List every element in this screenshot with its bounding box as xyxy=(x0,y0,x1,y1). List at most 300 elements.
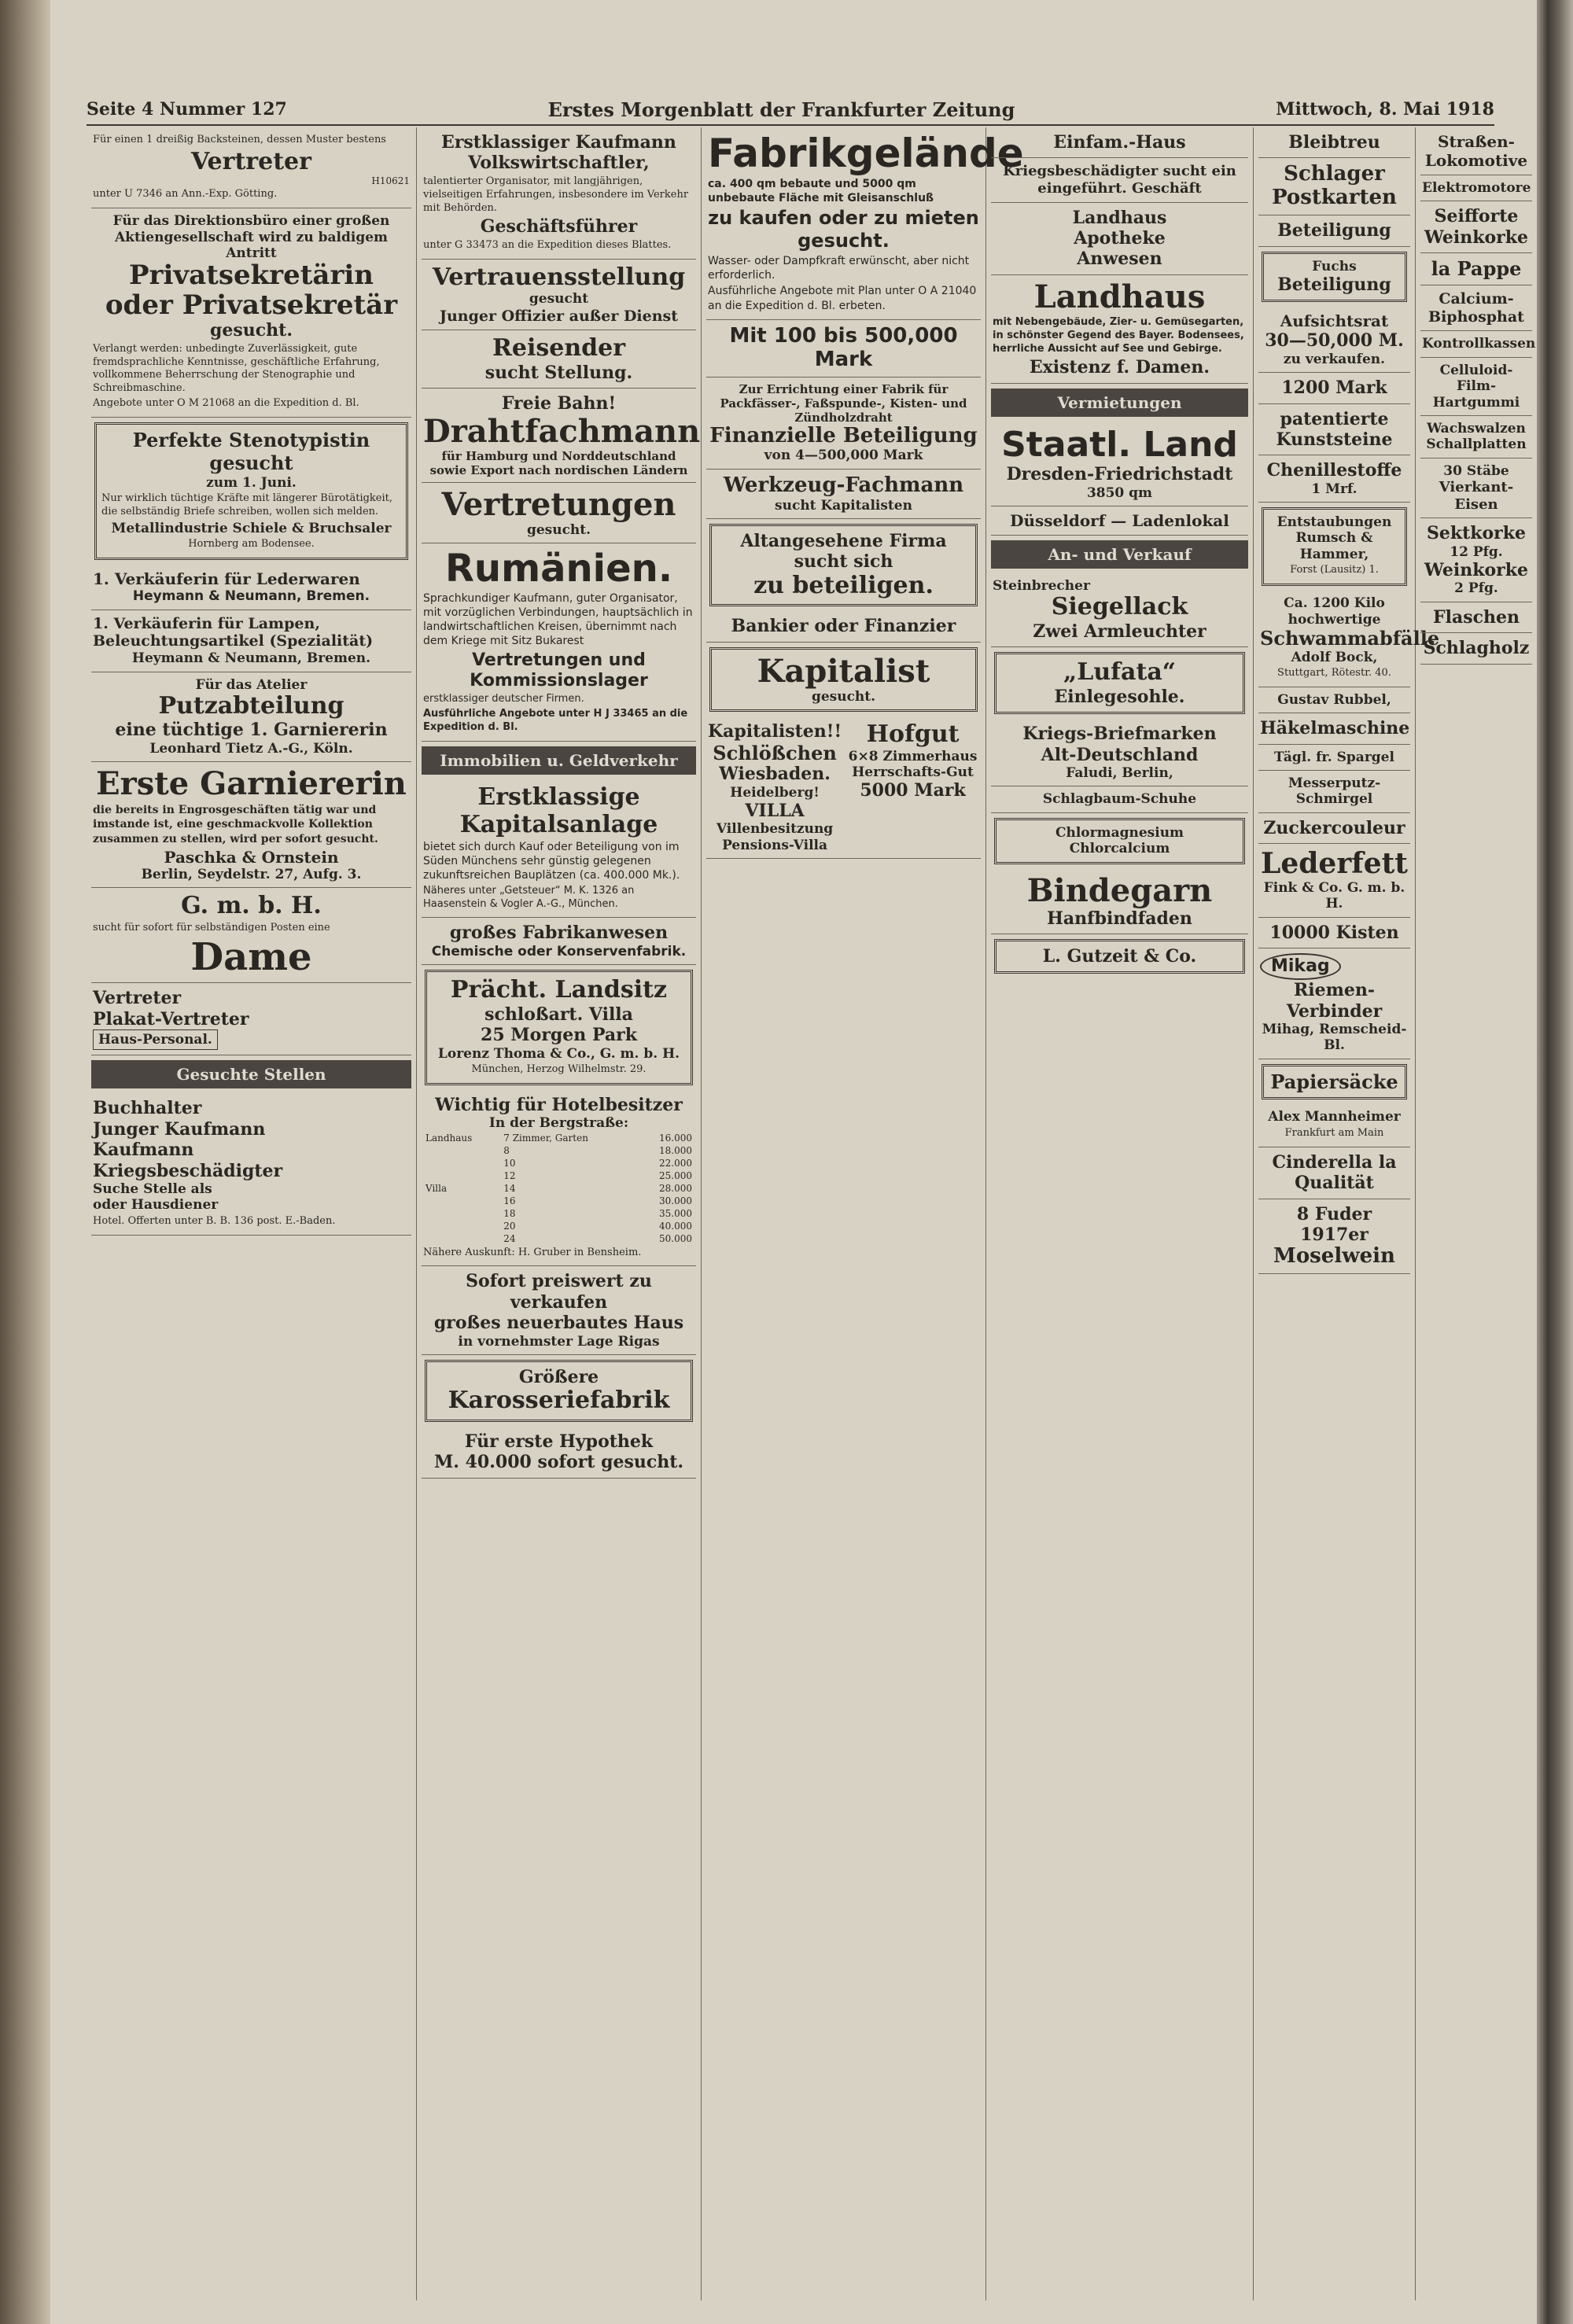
ad-company: Heymann & Neumann, Bremen. xyxy=(132,588,370,605)
property-row xyxy=(423,1182,694,1195)
ad-title: Chlorcalcium xyxy=(1069,841,1170,857)
ad-title: Zuckercouleur xyxy=(1263,817,1405,838)
ad-title: M. 40.000 sofort gesucht. xyxy=(433,1452,684,1473)
ad-fuchs-beteiligung xyxy=(1262,252,1407,303)
ad-place: Hornberg am Bodensee. xyxy=(188,538,315,551)
ad-einfam-haus xyxy=(991,127,1248,158)
ad-title: Kontrollkassen xyxy=(1422,336,1536,352)
ad-title: zu kaufen oder zu mieten gesucht. xyxy=(708,207,979,252)
ad-dame xyxy=(91,888,411,983)
property-price: 35.000 xyxy=(659,1207,692,1219)
ad-subtitle: in vornehmster Lage Rigas xyxy=(458,1333,660,1350)
column-2 xyxy=(417,127,702,2300)
ad-lederfett xyxy=(1258,844,1410,917)
ad-title: Hartgummi xyxy=(1432,394,1520,411)
ad-company: Mihag, Remscheid-Bl. xyxy=(1262,1022,1407,1054)
ad-subtitle: gesucht. xyxy=(210,320,293,341)
ad-title: G. m. b. H. xyxy=(181,892,322,920)
property-rooms: 8 xyxy=(503,1144,510,1156)
ad-title: Postkarten xyxy=(1272,186,1397,210)
property-row xyxy=(423,1220,694,1232)
ad-landhaus xyxy=(991,203,1248,275)
ad-ref: Hotel. Offerten unter B. B. 136 post. E.-Baden. xyxy=(93,1214,336,1227)
ad-vierkant xyxy=(1420,459,1532,519)
ad-vertreter xyxy=(91,127,411,208)
ad-title: Kapitalist xyxy=(757,652,930,690)
section-immobilien: Immobilien u. Geldverkehr xyxy=(422,746,696,775)
ad-place: Stuttgart, Rötestr. 40. xyxy=(1277,666,1391,679)
ad-beteiligung xyxy=(1258,215,1410,246)
ad-kontrollkassen xyxy=(1420,331,1536,357)
ad-title: Reisender xyxy=(492,334,626,363)
ad-title: Seifforte xyxy=(1434,206,1519,227)
ad-company: Heymann & Neumann, Bremen. xyxy=(131,650,371,667)
ad-title: Dame xyxy=(190,934,312,979)
ad-fabrik-packfaesser xyxy=(706,378,981,470)
ad-title: Altangesehene Firma xyxy=(740,531,947,552)
ad-schuhe xyxy=(991,786,1248,812)
property-rooms: 7 Zimmer, Garten xyxy=(503,1132,588,1144)
ad-title: Heidelberg! xyxy=(730,784,820,801)
ad-subtitle: gesucht xyxy=(529,291,589,308)
ad-title: Karosseriefabrik xyxy=(448,1387,670,1415)
ad-title: Bankier oder Finanzier xyxy=(731,616,956,637)
ad-text: Wasser- oder Dampfkraft erwünscht, aber nicht erforderlich. xyxy=(708,254,970,282)
ad-calcium xyxy=(1420,285,1532,332)
ad-text: talentierter Organisator, mit langjährigen, vielseitigen Erfahrungen, insbesondere im Verkehr mit Behörden. xyxy=(423,175,689,214)
ad-hotelbesitzer xyxy=(422,1090,696,1267)
ad-subtitle: gesucht. xyxy=(811,688,876,705)
ad-title: Zwei Armleuchter xyxy=(1033,621,1206,642)
ad-title: Sofort preiswert zu verkaufen xyxy=(466,1271,652,1313)
ad-intro: Für das Atelier xyxy=(195,676,308,693)
ad-title: Kriegs-Briefmarken xyxy=(1022,724,1217,745)
property-label: Landhaus xyxy=(425,1132,473,1144)
ad-title: 1200 Mark xyxy=(1281,378,1387,399)
ad-title: Schlagbaum-Schuhe xyxy=(1042,791,1197,808)
next-page-edge xyxy=(1537,0,1573,2324)
ad-title: Dresden-Friedrichstadt xyxy=(1006,464,1233,485)
ad-company: Metallindustrie Schiele & Bruchsaler xyxy=(111,520,392,536)
ad-place: Frankfurt am Main xyxy=(1284,1126,1384,1139)
property-rooms: 24 xyxy=(503,1232,516,1244)
property-label xyxy=(423,1169,501,1182)
ad-text: sucht für sofort für selbständigen Posten eine xyxy=(93,921,330,934)
ad-chlormagnesium xyxy=(994,818,1245,864)
property-row xyxy=(423,1195,694,1207)
ad-verkaeuferin-lampen xyxy=(91,610,411,672)
ad-title: Aufsichtsrat xyxy=(1280,311,1389,331)
ad-subtitle: zum 1. Juni. xyxy=(206,474,297,491)
ad-subtitle: 12 Pfg. xyxy=(1450,543,1503,560)
ad-title: Kriegsbeschädigter xyxy=(93,1160,283,1181)
ad-title: Entstaubungen xyxy=(1276,514,1392,531)
property-row xyxy=(423,1144,694,1157)
ad-title: Schwammabfälle xyxy=(1260,626,1440,650)
ad-fabrikgelaende xyxy=(706,127,1024,320)
ad-title: Tägl. fr. Spargel xyxy=(1274,749,1394,765)
property-rooms: 12 xyxy=(503,1169,516,1181)
ad-zuckercouleur xyxy=(1258,813,1410,844)
ad-schlager-postkarten xyxy=(1258,158,1410,215)
ad-chenille xyxy=(1258,455,1410,503)
ad-title: Vertretungen und Kommissionslager xyxy=(470,650,648,691)
ad-gustav xyxy=(1258,687,1410,713)
ad-title: Plakat-Vertreter xyxy=(93,1008,249,1029)
ad-title: schloßart. Villa xyxy=(484,1004,633,1025)
ad-fabrikanwesen xyxy=(422,918,696,965)
ad-company: Alex Mannheimer xyxy=(1268,1109,1401,1125)
ad-company: Rumsch & Hammer, xyxy=(1295,530,1373,562)
ad-title: Haus-Personal. xyxy=(93,1029,218,1050)
ad-title: Vertretungen xyxy=(441,485,676,523)
ad-text: erstklassiger deutscher Firmen. xyxy=(423,693,584,705)
ad-subtitle: 2 Pfg. xyxy=(1454,580,1498,597)
ad-title: Landhaus xyxy=(1072,207,1167,228)
ad-title: Weinkorke xyxy=(1424,560,1528,581)
property-label xyxy=(423,1144,501,1157)
ad-place: Forst (Lausitz) 1. xyxy=(1290,564,1379,576)
column-3 xyxy=(702,127,1024,2300)
ad-title: Schallplatten xyxy=(1426,436,1527,453)
ad-company: Gustav Rubbel, xyxy=(1277,691,1391,708)
ad-schwammabfaelle xyxy=(1258,591,1440,687)
ad-title: Volkswirtschaftler, xyxy=(468,153,650,174)
ad-subtitle: sucht Kapitalisten xyxy=(775,497,912,514)
ad-text: mit Nebengebäude, Zier- u. Gemüsegarten, in schönster Gegend des Bayer. Bodensees, herrliche Aussicht auf See und Gebirge. xyxy=(993,315,1244,355)
ad-title: Chenillestoffe xyxy=(1266,460,1402,481)
ad-title: Wachswalzen xyxy=(1427,420,1526,436)
ad-wachswalzen xyxy=(1420,416,1532,459)
ad-altangesehene-firma xyxy=(709,524,978,606)
ad-title: Schlager xyxy=(1284,162,1385,186)
ad-vertretungen xyxy=(422,483,696,543)
ad-ref: Nähere Auskunft: H. Gruber in Bensheim. xyxy=(423,1246,642,1258)
ad-title: 6×8 Zimmerhaus xyxy=(848,748,978,764)
ad-title: Vertreter xyxy=(191,147,311,175)
ad-title: 30—50,000 M. xyxy=(1265,330,1404,352)
ad-subtitle: von 4—500,000 Mark xyxy=(764,447,923,464)
ad-title: VILLA xyxy=(745,800,805,821)
header-right: Mittwoch, 8. Mai 1918 xyxy=(1276,99,1494,120)
ad-privatsekretaerin xyxy=(91,208,411,418)
ad-company: Lorenz Thoma & Co., G. m. b. H. xyxy=(437,1045,680,1062)
ad-title: Hanfbindfaden xyxy=(1047,908,1192,929)
ad-title: Finanzielle Beteiligung xyxy=(709,423,978,447)
ad-title: zu verkaufen. xyxy=(1283,351,1386,367)
ad-title: oder Hausdiener xyxy=(93,1197,219,1214)
ad-stenotypistin xyxy=(94,422,408,560)
ad-staatl-land xyxy=(991,422,1248,506)
ad-place: München, Herzog Wilhelmstr. 29. xyxy=(471,1063,647,1075)
ad-title: Buchhalter xyxy=(93,1098,202,1119)
section-vermietungen: Vermietungen xyxy=(991,389,1248,417)
ad-title: sucht sich xyxy=(794,551,893,573)
ad-title: Villenbesitzung xyxy=(716,821,834,838)
ad-title: Für erste Hypothek xyxy=(464,1431,654,1452)
ad-title: großes Fabrikanwesen xyxy=(449,923,669,944)
ad-mikag xyxy=(1258,948,1410,1059)
ad-title: 5000 Mark xyxy=(860,780,966,801)
ad-title: Alt-Deutschland xyxy=(1041,744,1199,765)
ad-title: Beteiligung xyxy=(1277,274,1391,295)
ad-briefmarken xyxy=(991,719,1248,786)
ad-title: Bleibtreu xyxy=(1288,132,1380,153)
ad-seifforte xyxy=(1420,201,1532,253)
ad-title: Putzabteilung xyxy=(158,691,344,720)
property-label xyxy=(423,1207,501,1220)
ad-title: Anwesen xyxy=(1077,249,1162,270)
ad-title: Elektromotore xyxy=(1422,180,1531,196)
ad-verkaeuferin-leder xyxy=(91,565,411,610)
ad-title: Werkzeug-Fachmann xyxy=(723,473,964,497)
ad-spargel xyxy=(1258,745,1410,771)
ad-elektromotore xyxy=(1420,175,1532,201)
ad-werkzeug xyxy=(706,470,981,519)
ad-messerputz xyxy=(1258,771,1410,813)
ad-company: Adolf Bock, xyxy=(1291,649,1378,665)
ad-title: Weinkorke xyxy=(1424,227,1528,248)
ad-title: 25 Morgen Park xyxy=(481,1025,637,1046)
ad-title: Flaschen xyxy=(1433,606,1520,628)
ad-company: Paschka & Ornstein xyxy=(164,847,339,867)
ad-celluloid xyxy=(1420,358,1532,416)
ad-mannheimer xyxy=(1258,1104,1410,1147)
ad-bindegarn xyxy=(991,869,1248,934)
ad-title: eine tüchtige 1. Garniererin xyxy=(115,720,388,741)
property-price: 22.000 xyxy=(659,1157,692,1169)
ad-title: Chemische oder Konservenfabrik. xyxy=(431,943,687,959)
ad-title: Bindegarn xyxy=(1026,871,1213,909)
ad-title: Beteiligung xyxy=(1277,220,1391,241)
property-row xyxy=(423,1207,694,1220)
ad-text: Für einen 1 dreißig Backsteinen, dessen Muster bestens xyxy=(93,134,386,145)
ad-title: Düsseldorf — Ladenlokal xyxy=(1010,510,1229,530)
ad-vertrauensstellung xyxy=(422,260,696,331)
ad-buchhalter xyxy=(91,1093,411,1235)
ad-bankier xyxy=(706,611,981,642)
ad-hypothek xyxy=(422,1427,696,1479)
header-left: Seite 4 Nummer 127 xyxy=(87,99,287,120)
ad-erste-garniererin xyxy=(91,762,411,888)
ad-title: 10000 Kisten xyxy=(1269,922,1399,943)
property-rooms: 16 xyxy=(503,1195,516,1206)
section-gesuchte-stellen: Gesuchte Stellen xyxy=(91,1060,411,1088)
property-label xyxy=(423,1220,501,1232)
ad-subtitle: 1 Mrf. xyxy=(1311,481,1357,497)
column-6 xyxy=(1416,127,1537,2300)
property-row xyxy=(423,1169,694,1182)
ad-title: Existenz f. Damen. xyxy=(1029,357,1210,378)
property-row xyxy=(423,1232,694,1245)
property-price: 50.000 xyxy=(659,1232,692,1244)
section-an-und-verkauf: An- und Verkauf xyxy=(991,540,1248,569)
ad-title: Landhaus xyxy=(1033,278,1206,315)
ad-kapitalist xyxy=(709,647,978,712)
ad-title: Erste Garniererin xyxy=(96,765,407,803)
ad-title: Sektkorke xyxy=(1426,523,1527,544)
ad-title: la Pappe xyxy=(1431,257,1522,281)
property-label xyxy=(423,1232,501,1245)
property-label xyxy=(423,1195,501,1207)
ad-title: Vertrauensstellung xyxy=(432,263,686,291)
ad-steinbrecher xyxy=(991,573,1248,647)
ad-title: 1. Verkäuferin für Lampen, Beleuchtungsartikel (Spezialität) xyxy=(93,614,374,650)
property-rooms: 18 xyxy=(503,1207,516,1219)
ad-cinderella xyxy=(1258,1147,1410,1199)
ad-title: Privatsekretärin oder Privatsekretär xyxy=(105,260,398,321)
ad-title: Papiersäcke xyxy=(1270,1070,1398,1093)
property-row xyxy=(423,1132,694,1144)
ad-title: Schlößchen xyxy=(713,741,837,764)
ad-title: Freie Bahn! xyxy=(501,393,617,414)
ad-title: Einfam.-Haus xyxy=(1053,132,1186,153)
ad-title: Herrschafts-Gut xyxy=(852,764,974,781)
ad-subtitle: gesucht. xyxy=(526,521,591,538)
property-price: 28.000 xyxy=(659,1182,692,1194)
ad-entstaubungen xyxy=(1262,507,1407,586)
ad-mit-100 xyxy=(706,320,981,378)
ad-intro: Für das Direktionsbüro einer großen Aktiengesellschaft wird zu baldigem Antritt xyxy=(112,213,390,262)
ad-title: Fabrikgelände xyxy=(708,131,1024,176)
column-1 xyxy=(87,127,417,2300)
ad-logo: Mikag xyxy=(1260,953,1341,980)
ad-moselwein xyxy=(1258,1199,1410,1275)
ad-title: Zur Errichtung einer Fabrik für Packfässer-, Faßspunde-, Kisten- und Zündholzdraht xyxy=(720,381,967,425)
ad-text: Nur wirklich tüchtige Kräfte mit längerer Bürotätigkeit, die selbständig Briefe schreiben, wollen sich melden. xyxy=(101,492,393,517)
ad-bleibtreu xyxy=(1258,127,1410,158)
ad-reisender xyxy=(422,330,696,389)
ad-pappe xyxy=(1420,253,1532,285)
ad-ref: unter G 33473 an die Expedition dieses Blattes. xyxy=(423,238,672,251)
ad-title: Wiesbaden. xyxy=(719,764,831,785)
property-rooms: 20 xyxy=(503,1220,516,1232)
ad-title: Ca. 1200 Kilo hochwertige xyxy=(1284,595,1385,628)
ad-company: Fink & Co. G. m. b. H. xyxy=(1263,879,1405,912)
ad-subtitle: In der Bergstraße: xyxy=(488,1115,629,1132)
ad-aufsichtsrat xyxy=(1258,307,1410,373)
ad-text: bietet sich durch Kauf oder Beteiligung von im Süden Münchens sehr günstig gelegenen zukunftsreichen Bauplätzen (ca. 400.000 Mk.). xyxy=(423,841,680,882)
ad-schlagholz xyxy=(1420,633,1532,664)
ad-haekelmaschine xyxy=(1258,713,1410,744)
column-5 xyxy=(1254,127,1440,2300)
ad-title: Junger Offizier außer Dienst xyxy=(439,307,679,325)
ad-title: „Lufata“ xyxy=(1063,658,1177,687)
ad-title: Riemen-Verbinder xyxy=(1286,980,1383,1022)
ad-landhaus-bodensee xyxy=(991,275,1248,384)
ad-kapitalisten-hofgut xyxy=(706,716,981,859)
ad-title: patentierte Kunststeine xyxy=(1276,408,1393,450)
ad-landsitz xyxy=(425,970,693,1085)
ad-vertreter-2 xyxy=(91,983,411,1055)
ad-karosseriefabrik xyxy=(425,1360,693,1422)
property-rooms: 10 xyxy=(503,1157,516,1169)
ad-company: Leonhard Tietz A.-G., Köln. xyxy=(149,740,353,757)
ad-place: Berlin, Seydelstr. 27, Aufg. 3. xyxy=(141,866,362,882)
column-4 xyxy=(986,127,1254,2300)
ad-title: Geschäftsführer xyxy=(480,216,638,238)
ad-lufata xyxy=(994,652,1245,714)
ad-1200-mark xyxy=(1258,373,1410,403)
ad-title: Kapitalisten!! xyxy=(708,721,842,742)
ad-title: Apotheke xyxy=(1074,227,1166,249)
ad-duesseldorf xyxy=(991,506,1248,536)
page-header xyxy=(87,94,1494,126)
ad-title: Celluloid-Film- xyxy=(1439,362,1513,395)
ad-title: Rumänien. xyxy=(444,547,673,591)
ad-title: Schlagholz xyxy=(1423,638,1530,659)
ad-kapitalanlage xyxy=(422,779,696,918)
ad-title: Suche Stelle als xyxy=(93,1181,212,1198)
ad-title: Wichtig für Hotelbesitzer xyxy=(435,1094,683,1115)
ad-title: Prächt. Landsitz xyxy=(450,976,668,1004)
ad-title: Kriegsbeschädigter sucht ein eingeführt. Geschäft xyxy=(1003,163,1236,197)
ad-title: Erstklassiger Kaufmann xyxy=(441,132,676,153)
property-price: 30.000 xyxy=(659,1195,692,1206)
ad-title: Straßen-Lokomotive xyxy=(1424,132,1528,170)
ad-title: Drahtfachmann xyxy=(423,412,701,450)
ad-subtitle: 3850 qm xyxy=(1086,484,1153,501)
property-label xyxy=(423,1157,501,1169)
ad-sektkorke xyxy=(1420,518,1532,602)
ad-title: Steinbrecher xyxy=(993,577,1090,594)
ad-text: Sprachkundiger Kaufmann, guter Organisator, mit vorzüglichen Verbindungen, hauptsächlich in landwirtschaftlichen Kreisen, übernimmt nach dem Kriege mit Sitz Bukarest xyxy=(423,591,693,648)
ad-text: für Hamburg und Norddeutschland sowie Export nach nordischen Ländern xyxy=(429,448,688,477)
ad-title: Staatl. Land xyxy=(1001,424,1238,465)
property-row xyxy=(423,1157,694,1169)
ad-title: Pensions-Villa xyxy=(722,837,827,853)
ad-rumaenien xyxy=(422,543,696,742)
ad-ref: Ausführliche Angebote unter H J 33465 an die Expedition d. Bl. xyxy=(423,708,688,734)
property-price: 16.000 xyxy=(659,1132,692,1144)
ad-title: Messerputz-Schmirgel xyxy=(1288,775,1381,808)
property-price: 18.000 xyxy=(659,1144,692,1156)
ad-ref: Angebote unter O M 21068 an die Expedition d. Bl. xyxy=(93,397,359,410)
ad-company: Faludi, Berlin, xyxy=(1066,764,1173,781)
ad-title: Siegellack xyxy=(1051,593,1188,621)
ad-title: Junger Kaufmann xyxy=(93,1118,266,1140)
ad-ref: unter U 7346 an Ann.-Exp. Götting. xyxy=(93,188,278,201)
ad-title: Vierkant-Eisen xyxy=(1439,479,1514,513)
ad-10000-kisten xyxy=(1258,918,1410,948)
ad-title: Lederfett xyxy=(1261,847,1408,881)
property-price: 40.000 xyxy=(659,1220,692,1232)
ad-title: Cinderella la Qualität xyxy=(1272,1151,1397,1194)
ad-kriegsbeschaedigter xyxy=(991,158,1248,202)
ad-title: Mit 100 bis 500,000 Mark xyxy=(729,323,958,371)
property-table xyxy=(423,1132,694,1245)
ad-title: Häkelmaschine xyxy=(1260,718,1410,739)
ad-text: Verlangt werden: unbedingte Zuverlässigkeit, gute fremdsprachliche Kenntnisse, geschäftliche Erfahrung, vollkommene Beherrschung der Stenographie und Schreibmaschine. xyxy=(93,342,380,395)
ad-volkswirt xyxy=(422,127,696,260)
ad-drahtfachmann xyxy=(422,389,701,482)
ad-title: Kaufmann xyxy=(93,1140,194,1161)
ad-title: Perfekte Stenotypistin gesucht xyxy=(132,429,370,474)
ad-title: Erstklassige xyxy=(477,783,640,812)
ad-flaschen xyxy=(1420,602,1532,633)
ad-kunststeine xyxy=(1258,404,1410,456)
book-spine xyxy=(0,0,50,2324)
ad-text: ca. 400 qm bebaute und 5000 qm unbebaute Fläche mit Gleisanschluß xyxy=(708,178,934,205)
ad-title: 1. Verkäuferin für Lederwaren xyxy=(93,569,360,589)
ad-title: L. Gutzeit & Co. xyxy=(1042,945,1197,967)
ad-title: Moselwein xyxy=(1273,1244,1395,1269)
ad-text: die bereits in Engrosgeschäften tätig war und imstande ist, eine geschmackvolle Kollektion zusammen zu stellen, wird per sofort gesucht. xyxy=(93,804,378,845)
ad-title: Kapitalsanlage xyxy=(459,810,658,838)
ad-ref: Näheres unter „Getsteuer“ M. K. 1326 an Haasenstein & Vogler A.-G., München. xyxy=(423,884,635,910)
ad-title: Chlormagnesium xyxy=(1055,824,1184,841)
ad-subtitle: Einlegesohle. xyxy=(1054,686,1185,707)
